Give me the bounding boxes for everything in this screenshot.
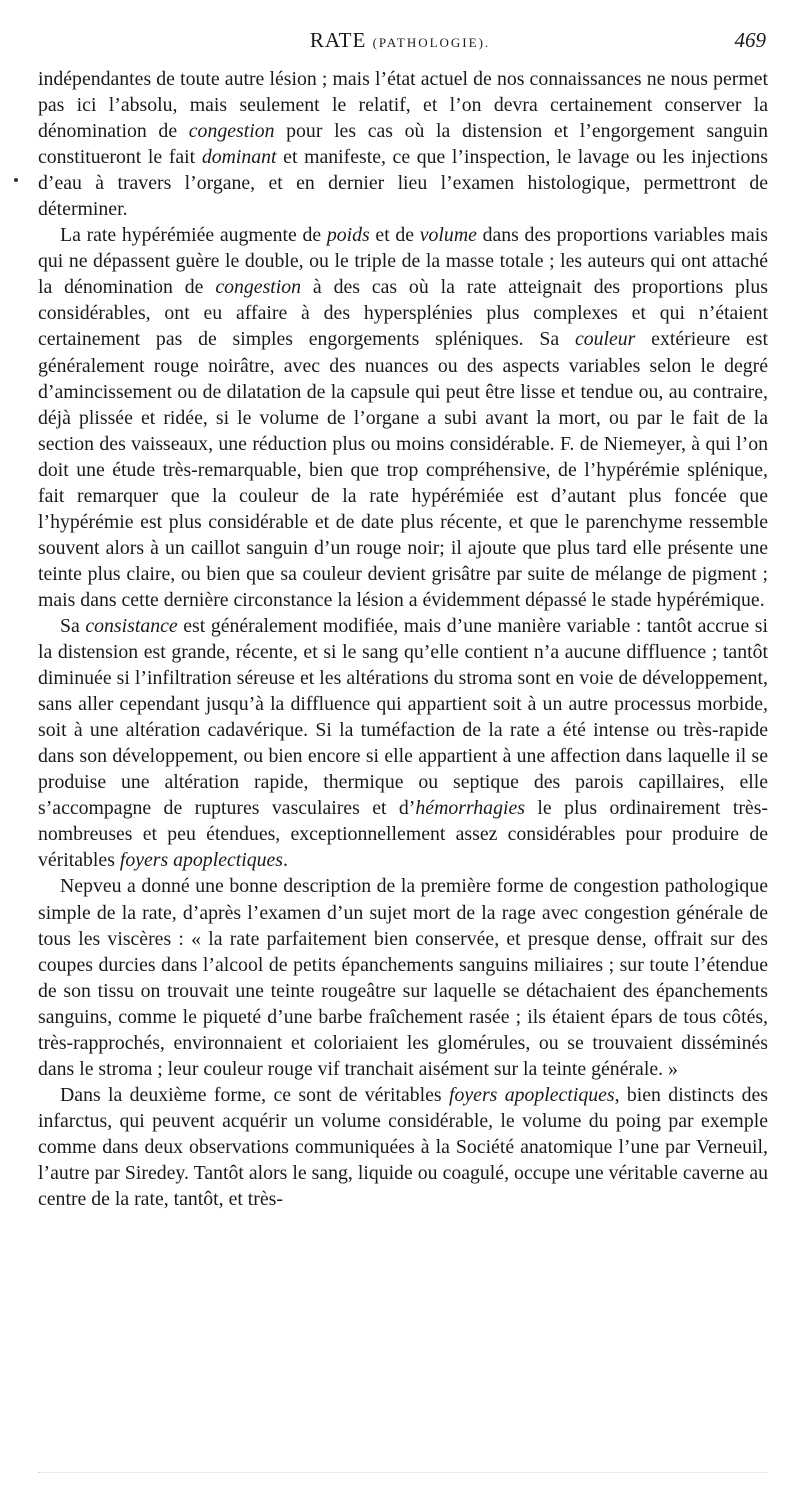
- paragraph: Nepveu a donné une bonne description de la première forme de congestion pathologique simple de la rate, d’après l’examen d’un sujet mort de la rage avec congestion générale de tous les viscères : « la rate parfaitement bien conservée, et presque dense, offrait sur des coupes durcies dans l’alcool de petits épanchements sanguins miliaires ; sur toute l’étendue de son tissu on trouvait une teinte rougeâtre sur laquelle se détachaient des épanchements sanguins, comme le piqueté d’une barbe fraîchement rasée ; ils étaient épars de tous côtés, très-rapprochés, environnaient et coloriaient les glomérules, ou se trouvaient disséminés dans le stroma ; leur couleur rouge vif tranchait aisément sur la teinte générale. »: [38, 875, 768, 1080]
- emphasis: poids: [326, 224, 370, 247]
- paragraph: indépendantes de toute autre lésion ; mais l’état actuel de nos connaissances ne nous permet pas ici l’absolu, mais seulement le relatif, et l’on devra certainement conserver la dénomination de congestion pour les cas où la distension et l’engorgement sanguin constitueront le fait dominant et manifeste, ce que l’inspection, le lavage ou les injections d’eau à travers l’organe, et en dernier lieu l’examen histologique, permettront de déterminer.: [38, 68, 768, 221]
- running-head: [0, 28, 800, 58]
- paragraph: Dans la deuxième forme, ce sont de véritables foyers apoplectiques, bien distincts des infarctus, qui peuvent acquérir un volume considérable, le volume du poing par exemple comme dans deux observations communiquées à la Société anatomique l’une par Verneuil, l’autre par Siredey. Tantôt alors le sang, liquide ou coagulé, occupe une véritable caverne au centre de la rate, tantôt, et très-: [38, 1083, 768, 1211]
- paragraph: Sa consistance est généralement modifiée, mais d’une manière variable : tantôt accrue si la distension est grande, récente, et si le sang qu’elle contient n’a aucune diffluence ; tantôt diminuée si l’infiltration séreuse et les altérations du stroma sont en voie de développement, sans aller cependant jusqu’à la diffluence qui appartient soit à un autre processus morbide, soit à une altération cadavérique. Si la tuméfaction de la rate a été intense ou très-rapide dans son développement, ou bien encore si elle appartient à une affection dans laquelle il se produise une altération rapide, thermique ou septique des parois capillaires, elle s’accompagne de ruptures vasculaires et d’hémorrhagies le plus ordinairement très-nombreuses et peu étendues, exceptionnellement assez considérables pour produire de véritables foyers apoplectiques.: [38, 614, 769, 872]
- page-number: 469: [734, 28, 766, 52]
- margin-mark: [14, 178, 18, 182]
- emphasis: couleur: [574, 328, 636, 351]
- page-bottom-marks: [38, 1472, 768, 1477]
- emphasis: volume: [419, 224, 477, 247]
- running-title: [0, 28, 800, 53]
- emphasis: dominant: [201, 146, 277, 169]
- body-text: [38, 66, 768, 1212]
- emphasis: congestion: [215, 276, 302, 299]
- emphasis: foyers apoplectiques: [449, 1083, 615, 1106]
- emphasis: foyers apoplectiques: [119, 849, 284, 872]
- running-title-main: RATE: [309, 28, 367, 52]
- emphasis: hémorrhagies: [415, 797, 525, 820]
- paragraph: La rate hypérémiée augmente de poids et de volume dans des proportions variables mais qui ne dépassent guère le double, ou le triple de la masse totale ; les auteurs qui ont attaché la dénomination de congestion à des cas où la rate atteignait des proportions plus considérables, ont eu affaire à des hypersplénies plus complexes et qui n’étaient certainement pas de simples engorgements spléniques. Sa couleur extérieure est généralement rouge noirâtre, avec des nuances ou des aspects variables selon le degré d’amincissement ou de dilatation de la capsule qui peut être lisse et tendue ou, au contraire, déjà plissée et ridée, si le volume de l’organe a subi avant la mort, ou par le fait de la section des vaisseaux, une réduction plus ou moins considérable. F. de Niemeyer, à qui l’on doit une étude très-remarquable, bien que trop compréhensive, de l’hypérémie splénique, fait remarquer que la couleur de la rate hypérémiée est d’autant plus foncée que l’hypérémie est plus considérable et de date plus récente, et que le parenchyme ressemble souvent alors à un caillot sanguin d’un rouge noir; il ajoute que plus tard elle présente une teinte plus claire, ou bien que sa couleur devient grisâtre par suite de mélange de pigment ; mais dans cette dernière circonstance la lésion a évidemment dépassé le stade hypérémique.: [38, 224, 769, 611]
- emphasis: congestion: [188, 120, 275, 143]
- running-title-subtitle: (PATHOLOGIE).: [372, 35, 491, 50]
- emphasis: consistance: [85, 614, 178, 637]
